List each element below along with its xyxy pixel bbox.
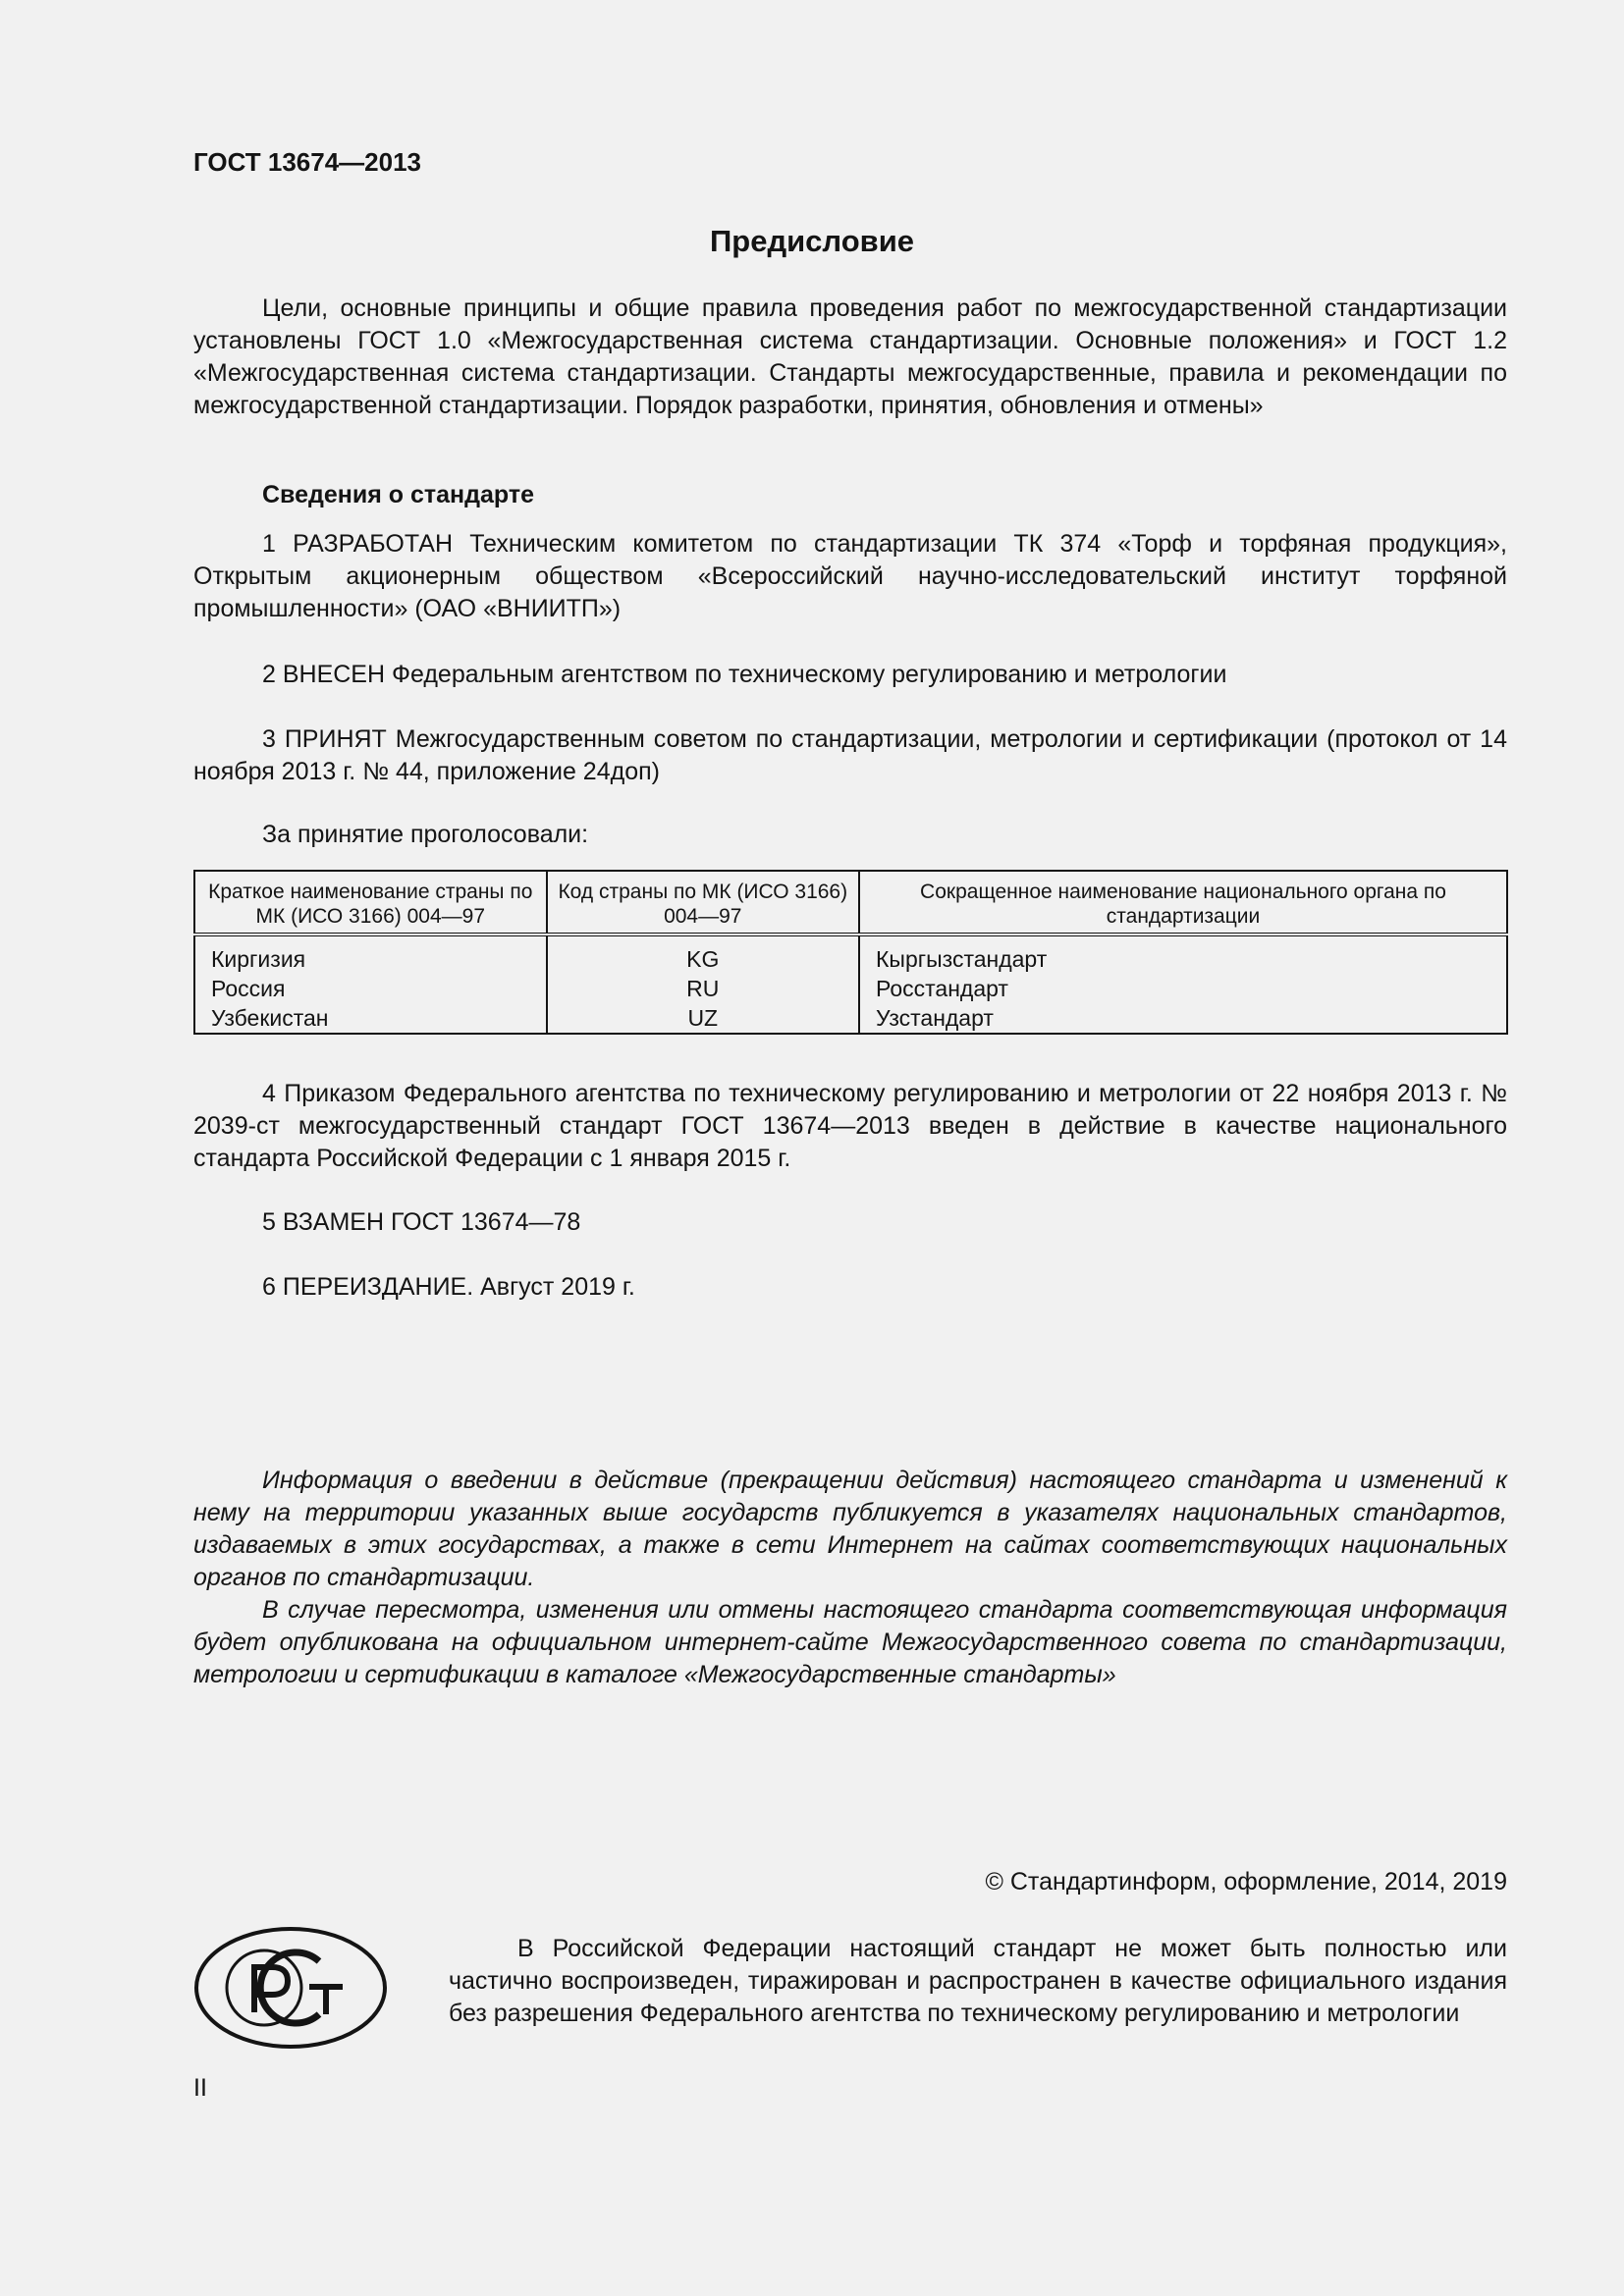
info-heading: Сведения о стандарте (262, 481, 535, 508)
standard-code: ГОСТ 13674—2013 (193, 147, 421, 177)
cell-body (859, 934, 1507, 1034)
item-replaces: 5 ВЗАМЕН ГОСТ 13674—78 (262, 1208, 581, 1236)
national-body: Кыргызстандарт (876, 946, 1048, 972)
item-submitted: 2 ВНЕСЕН Федеральным агентством по техническому регулированию и метрологии (262, 661, 1227, 688)
country-code: KG (686, 946, 720, 972)
country-name: Узбекистан (211, 1005, 329, 1031)
item-order: 4 Приказом Федерального агентства по техническому регулированию и метрологии от 22 ноября 2013 г. № 2039-ст межгосударственный стандарт ГОСТ 13674—2013 введен в действие в качестве национального стандарта Российской Федерации с 1 января 2015 г. (193, 1080, 1507, 1172)
table-header-row (194, 871, 1507, 934)
voting-table (193, 870, 1508, 1035)
cell-code (547, 934, 859, 1034)
item-reissue: 6 ПЕРЕИЗДАНИЕ. Август 2019 г. (262, 1273, 635, 1301)
header-country-name: Краткое наименование страны по МК (ИСО 3166) 004—97 (194, 871, 547, 934)
page-title: Предисловие (709, 224, 914, 258)
cell-country (194, 934, 547, 1034)
country-name: Киргизия (211, 946, 306, 972)
vote-label: За принятие проголосовали: (262, 821, 589, 848)
header-national-body: Сокращенное наименование национального органа по стандартизации (859, 871, 1507, 934)
item-adopted: 3 ПРИНЯТ Межгосударственным советом по стандартизации, метрологии и сертификации (протокол от 14 ноября 2013 г. № 44, приложение 24доп) (193, 725, 1507, 785)
intro-paragraph: Цели, основные принципы и общие правила проведения работ по межгосударственной стандартизации установлены ГОСТ 1.0 «Межгосударственная система стандартизации. Основные положения» и ГОСТ 1.2 «Межгосударственная система стандартизации. Стандарты межгосударственные, правила и рекомендации по межгосударственной стандартизации. Порядок разработки, принятия, обновления и отмены» (193, 294, 1507, 419)
notice-revision: В случае пересмотра, изменения или отмены настоящего стандарта соответствующая информация будет опубликована на официальном интернет-сайте Межгосударственного совета по стандартизации, метрологии и сертификации в каталоге «Межгосударственные стандарты» (193, 1596, 1507, 1688)
notice-info: Информация о введении в действие (прекращении действия) настоящего стандарта и изменений к нему на территории указанных выше государств публикуется в указателях национальных стандартов, издаваемых в этих государствах, а также в сети Интернет на сайтах соответствующих национальных органов по стандартизации. (193, 1467, 1507, 1591)
rst-certification-logo-icon (193, 1926, 388, 2050)
rf-reproduction-notice: В Российской Федерации настоящий стандарт не может быть полностью или частично воспроизведен, тиражирован и распространен в качестве официального издания без разрешения Федерального агентства по техническому регулированию и метрологии (449, 1935, 1507, 2027)
header-country-code: Код страны по МК (ИСО 3166) 004—97 (547, 871, 859, 934)
national-body: Росстандарт (876, 976, 1008, 1001)
item-developed: 1 РАЗРАБОТАН Техническим комитетом по стандартизации ТК 374 «Торф и торфяная продукция», Открытым акционерным обществом «Всероссийский научно-исследовательский институт торфяной промышленности» (ОАО «ВНИИТП») (193, 530, 1507, 622)
table-row (194, 934, 1507, 1034)
copyright: © Стандартинформ, оформление, 2014, 2019 (985, 1868, 1507, 1896)
country-code: RU (686, 976, 720, 1001)
country-code: UZ (687, 1005, 719, 1031)
country-name: Россия (211, 976, 286, 1001)
page-number: II (193, 2074, 207, 2102)
national-body: Узстандарт (876, 1005, 994, 1031)
